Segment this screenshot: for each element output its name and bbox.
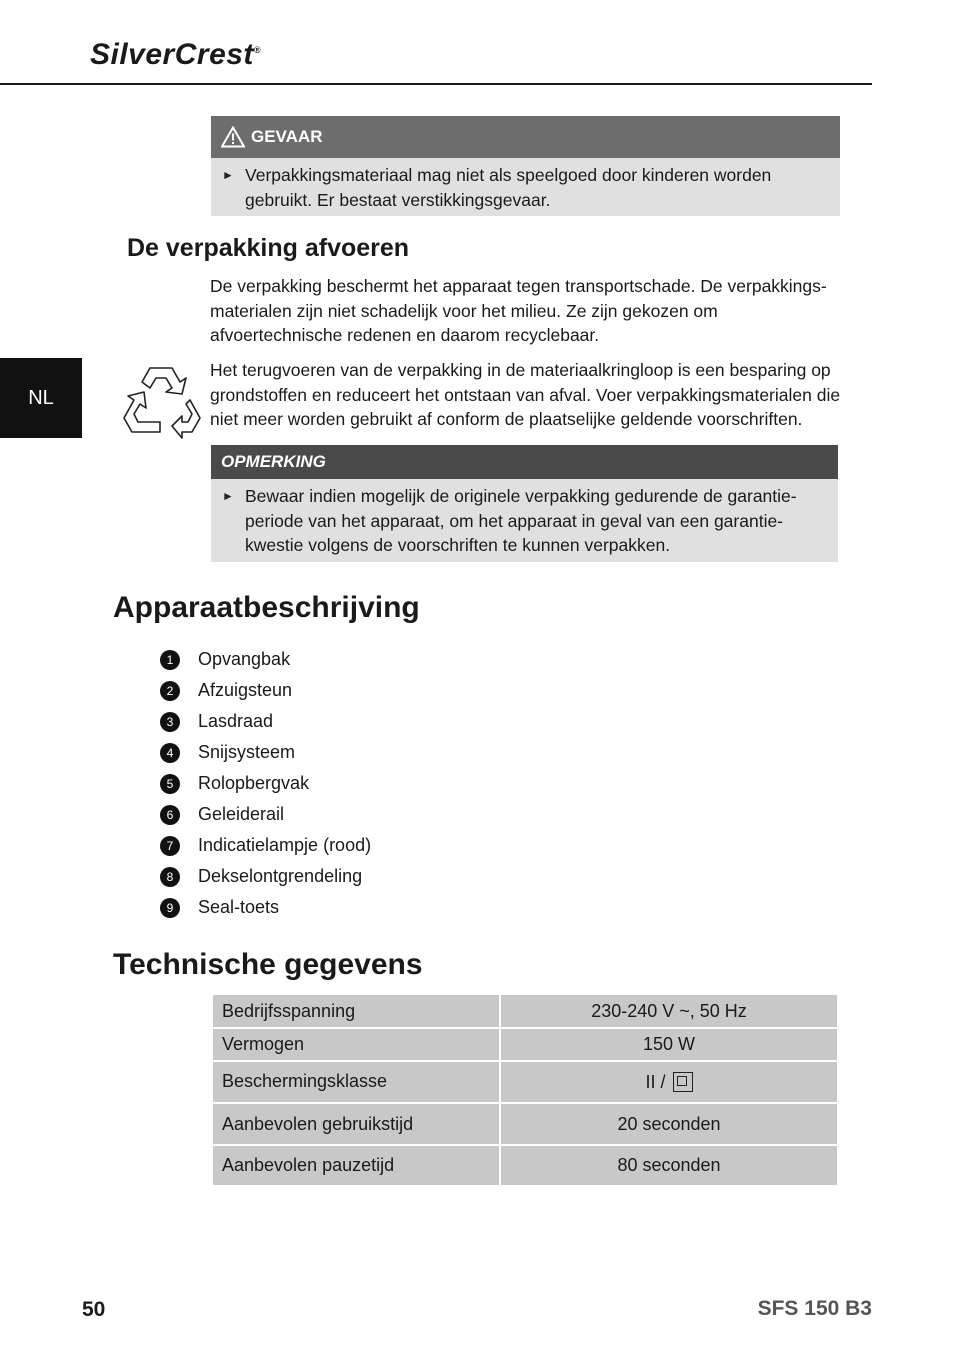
spec-label: Bedrijfsspanning xyxy=(212,994,500,1028)
table-row xyxy=(212,994,838,1028)
warning-header xyxy=(211,116,840,158)
note-body xyxy=(211,479,838,562)
page-number: 50 xyxy=(82,1298,106,1321)
part-label: Lasdraad xyxy=(198,711,274,731)
list-item xyxy=(160,644,371,675)
warning-body xyxy=(211,158,840,216)
spec-value: 80 seconden xyxy=(500,1145,838,1186)
list-item xyxy=(160,737,371,768)
header-divider xyxy=(0,83,872,85)
table-row xyxy=(212,1028,838,1061)
bullet-arrow-icon: ► xyxy=(222,489,234,503)
number-badge: 4 xyxy=(160,743,180,763)
number-badge: 9 xyxy=(160,898,180,918)
list-item xyxy=(160,830,371,861)
list-item xyxy=(160,768,371,799)
note-text: Bewaar indien mogelijk de originele verpakking gedurende de garantie-periode van het apparaat, om het apparaat in geval van een garantie-kwestie volgens de voorschriften te kunnen verpakken. xyxy=(245,486,797,555)
table-row xyxy=(212,1103,838,1145)
section-heading-specs: Technische gegevens xyxy=(113,948,423,981)
language-tab: NL xyxy=(0,358,82,438)
recycle-icon xyxy=(120,360,204,440)
brand-logo: SilverCrest® xyxy=(90,38,262,71)
number-badge: 7 xyxy=(160,836,180,856)
spec-label: Beschermingsklasse xyxy=(212,1061,500,1103)
number-badge: 6 xyxy=(160,805,180,825)
disposal-paragraph-2: Het terugvoeren van de verpakking in de materiaalkringloop is een besparing op grondstoffen en reduceert het ontstaan van afval. Voer verpakkingsmaterialen die niet meer worden gebruikt af conform de plaatselijke geldende voorschriften. xyxy=(210,360,841,429)
number-badge: 8 xyxy=(160,867,180,887)
list-item xyxy=(160,706,371,737)
part-label: Indicatielampje (rood) xyxy=(198,835,372,855)
note-header xyxy=(211,445,838,479)
spec-label: Aanbevolen gebruikstijd xyxy=(212,1103,500,1145)
note-label: OPMERKING xyxy=(221,452,326,471)
spec-value: 20 seconden xyxy=(500,1103,838,1145)
warning-triangle-icon xyxy=(221,126,245,148)
table-row xyxy=(212,1145,838,1186)
section-heading-description: Apparaatbeschrijving xyxy=(113,591,420,624)
spec-value-cell xyxy=(500,1061,838,1103)
number-badge: 1 xyxy=(160,650,180,670)
disposal-paragraph-1: De verpakking beschermt het apparaat tegen transportschade. De verpakkings-materialen zijn niet schadelijk voor het milieu. Ze zijn gekozen om afvoertechnische redenen en daarom recyclebaar. xyxy=(210,276,827,345)
spec-table xyxy=(211,993,839,1187)
protection-class-icon xyxy=(673,1072,693,1092)
number-badge: 3 xyxy=(160,712,180,732)
spec-label: Vermogen xyxy=(212,1028,500,1061)
table-row xyxy=(212,1061,838,1103)
part-label: Dekselontgrendeling xyxy=(198,866,363,886)
number-badge: 2 xyxy=(160,681,180,701)
list-item xyxy=(160,675,371,706)
spec-value: 150 W xyxy=(500,1028,838,1061)
warning-label: GEVAAR xyxy=(251,127,323,146)
list-item xyxy=(160,892,371,923)
bullet-arrow-icon: ► xyxy=(222,168,234,182)
part-label: Seal-toets xyxy=(198,897,280,917)
parts-list xyxy=(160,644,371,923)
part-label: Rolopbergvak xyxy=(198,773,310,793)
part-label: Opvangbak xyxy=(198,649,291,669)
model-id: SFS 150 B3 xyxy=(757,1297,872,1320)
warning-text: Verpakkingsmateriaal mag niet als speelgoed door kinderen worden gebruikt. Er bestaat verstikkingsgevaar. xyxy=(245,165,772,210)
list-item xyxy=(160,799,371,830)
part-label: Afzuigsteun xyxy=(198,680,293,700)
part-label: Geleiderail xyxy=(198,804,285,824)
list-item xyxy=(160,861,371,892)
part-label: Snijsysteem xyxy=(198,742,296,762)
section-heading-disposal: De verpakking afvoeren xyxy=(127,234,410,262)
number-badge: 5 xyxy=(160,774,180,794)
spec-value: 230-240 V ~, 50 Hz xyxy=(500,994,838,1028)
spec-label: Aanbevolen pauzetijd xyxy=(212,1145,500,1186)
spec-value: II / xyxy=(645,1071,671,1092)
